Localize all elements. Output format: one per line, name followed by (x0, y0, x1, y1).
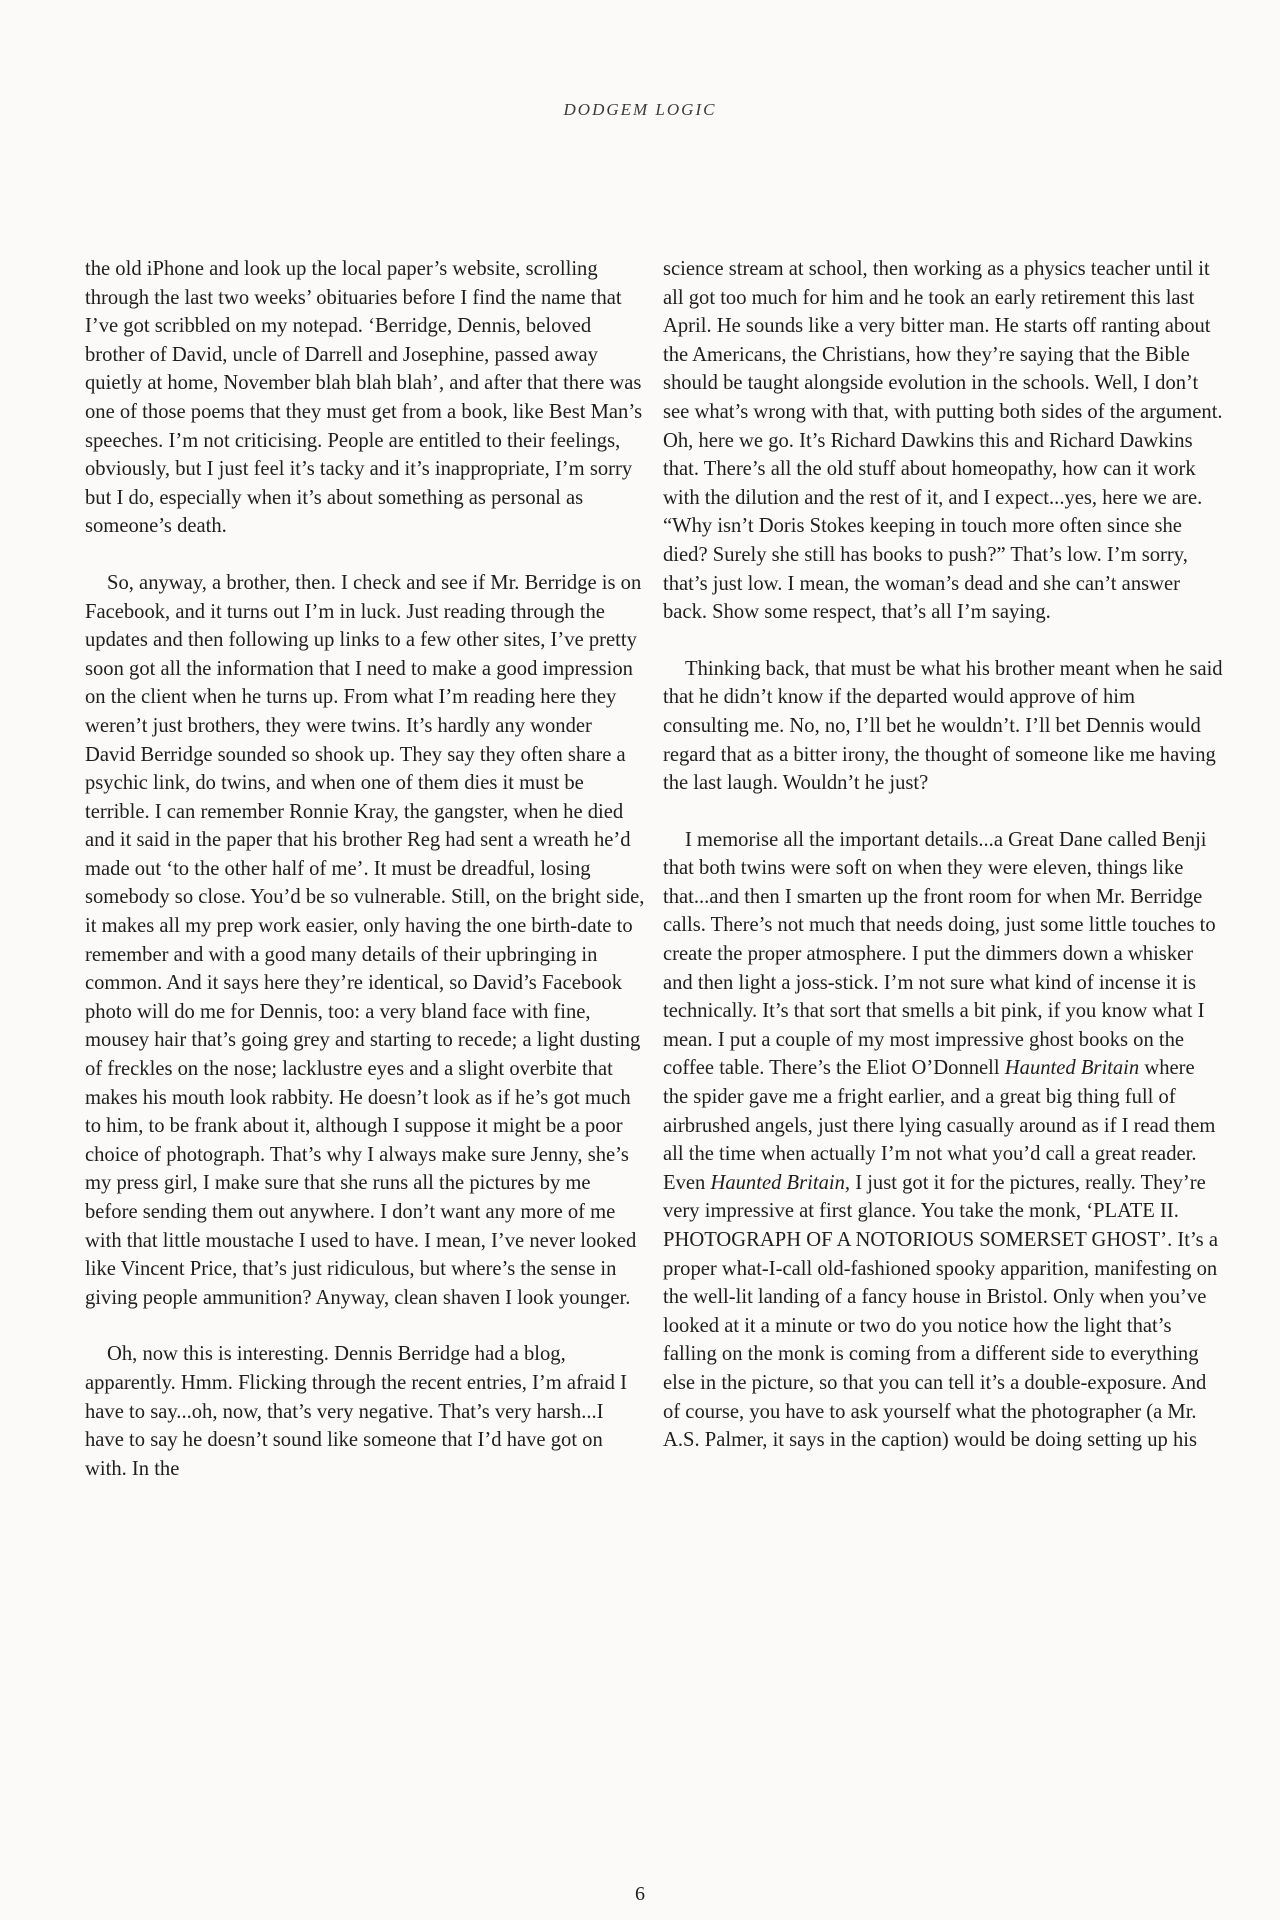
paragraph: Thinking back, that must be what his brother meant when he said that he didn’t know if the departed would approve of him consulting me. No, no, I’ll bet he wouldn’t. I’ll bet Dennis would regard that as a bitter irony, the thought of someone like me having the last laugh. Wouldn’t he just? (663, 657, 1223, 795)
text-run: where the spider gave me a fright earlier, and a great big thing full of airbrushed angels, just there lying casually around as if I read them all the time when actually I’m not what you’d call a great reader. Even (663, 1057, 1216, 1194)
book-title: Haunted Britain (1004, 1057, 1140, 1080)
paragraph (663, 826, 1223, 1455)
left-column (85, 255, 645, 1511)
paragraph: science stream at school, then working as a physics teacher until it all got too much for him and he took an early retirement this last April. He sounds like a very bitter man. He starts off ranting about the Americans, the Christians, how they’re saying that the Bible should be taught alongside evolution in the schools. Well, I don’t see what’s wrong with that, with putting both sides of the argument. Oh, here we go. It’s Richard Dawkins this and Richard Dawkins that. There’s all the old stuff about homeopathy, how can it work with the dilution and the rest of it, and I expect...yes, here we are. “Why isn’t Doris Stokes keeping in touch more often since she died? Surely she still has books to push?” That’s low. I’m sorry, that’s just low. I mean, the woman’s dead and she can’t answer back. Show some respect, that’s all I’m saying. (663, 258, 1223, 624)
paragraph: Oh, now this is interesting. Dennis Berridge had a blog, apparently. Hmm. Flicking through the recent entries, I’m afraid I have to say...oh, now, that’s very negative. That’s very harsh...I have to say he doesn’t sound like someone that I’d have got on with. In the (85, 1343, 627, 1480)
page-number: 6 (635, 1883, 645, 1905)
text-run: I just got it for the pictures, really. They’re very impressive at first glance. You take the monk, ‘PLATE II. PHOTOGRAPH OF A NOTORIOUS SOMERSET GHOST’. It’s a proper what-I-call old-fashioned spooky apparition, manifesting on the well-lit landing of a fancy house in Bristol. Only when you’ve looked at it a minute or two do you notice how the light that’s falling on the monk is coming from a different side to everything else in the picture, so that you can tell it’s a double-exposure. And of course, you have to ask yourself what the photographer (a Mr. A.S. Palmer, it says in the caption) would be doing setting up his (663, 1171, 1218, 1452)
right-column (663, 255, 1223, 1483)
paragraph: the old iPhone and look up the local paper’s website, scrolling through the last two weeks’ obituaries before I find the name that I’ve got scribbled on my notepad. ‘Berridge, Dennis, beloved brother of David, uncle of Darrell and Josephine, passed away quietly at home, November blah blah blah’, and after that there was one of those poems that they must get from a book, like Best Man’s speeches. I’m not criticising. People are entitled to their feelings, obviously, but I just feel it’s tacky and it’s inappropriate, I’m sorry but I do, especially when it’s about something as personal as someone’s death. (85, 258, 643, 538)
paragraph: So, anyway, a brother, then. I check and see if Mr. Berridge is on Facebook, and it turns out I’m in luck. Just reading through the updates and then following up links to a few other sites, I’ve pretty soon got all the information that I need to make a good impression on the client when he turns up. From what I’m reading here they weren’t just brothers, they were twins. It’s hardly any wonder David Berridge sounded so shook up. They say they often share a psychic link, do twins, and when one of them dies it must be terrible. I can remember Ronnie Kray, the gangster, when he died and it said in the paper that his brother Reg had sent a wreath he’d made out ‘to the other half of me’. It must be dreadful, losing somebody so close. You’d be so vulnerable. Still, on the bright side, it makes all my prep work easier, only having the one birth-date to remember and with a good many details of their upbringing in common. And it says here they’re identical, so David’s Facebook photo will do me for Dennis, too: a very bland face with fine, mousey hair that’s going grey and starting to recede; a light dusting of freckles on the nose; lacklustre eyes and a slight overbite that makes his mouth look rabbity. He doesn’t look as if he’s got much to him, to be frank about it, although I suppose it might be a poor choice of photograph. That’s why I always make sure Jenny, she’s my press girl, I make sure that she runs all the pictures by me before sending them out anywhere. I don’t want any more of me with that little moustache I used to have. I mean, I’ve never looked like Vincent Price, that’s just ridiculous, but where’s the sense in giving people ammunition? Anyway, clean shaven I look younger. (85, 571, 645, 1309)
book-title: Haunted Britain, (710, 1171, 851, 1194)
text-run: I memorise all the important details...a Great Dane called Benji that both twins were soft on when they were eleven, things like that...and then I smarten up the front room for when Mr. Berridge calls. There’s not much that needs doing, just some little touches to create the proper atmosphere. I put the dimmers down a whisker and then light a joss-stick. I’m not sure what kind of incense it is technically. It’s that sort that smells a bit pink, if you know what I mean. I put a couple of my most impressive ghost books on the coffee table. There’s the Eliot O’Donnell (663, 828, 1216, 1080)
running-head: DODGEM LOGIC (563, 100, 717, 119)
